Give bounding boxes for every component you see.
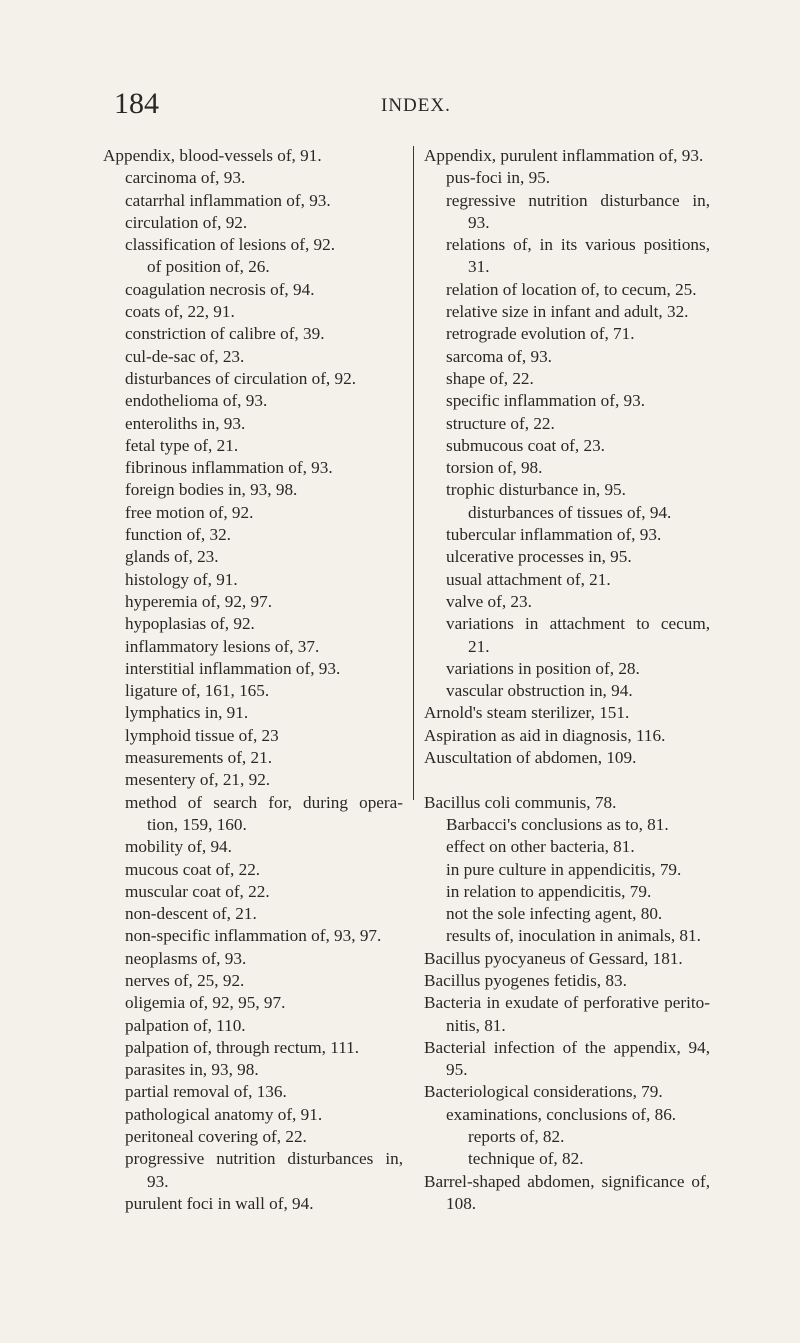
- index-subentry: variations in attachment to cecum,: [446, 614, 710, 634]
- index-subentry: endothelioma of, 93.: [125, 391, 268, 411]
- index-subentry: catarrhal inflammation of, 93.: [125, 190, 331, 210]
- index-subentry: pus-foci in, 95.: [446, 168, 551, 188]
- index-subentry: mesentery of, 21, 92.: [125, 770, 271, 790]
- index-subentry: not the sole infecting agent, 80.: [446, 904, 663, 924]
- index-entry: Bacteriological considerations, 79.: [424, 1082, 663, 1102]
- index-subentry: nitis, 81.: [446, 1015, 506, 1035]
- index-subentry: pathological anatomy of, 91.: [125, 1104, 323, 1124]
- index-subentry: palpation of, 110.: [125, 1015, 246, 1035]
- index-subentry: examinations, conclusions of, 86.: [446, 1104, 677, 1124]
- index-subentry: enteroliths in, 93.: [125, 413, 246, 433]
- index-entry: Bacillus pyogenes fetidis, 83.: [424, 970, 627, 990]
- index-subentry: mobility of, 94.: [125, 837, 232, 857]
- index-subentry: in pure culture in appendicitis, 79.: [446, 859, 682, 879]
- index-subentry: 108.: [446, 1193, 477, 1213]
- index-subentry: structure of, 22.: [446, 413, 555, 433]
- index-subentry: non-specific inflammation of, 93, 97.: [125, 926, 382, 946]
- index-subentry: coagulation necrosis of, 94.: [125, 279, 315, 299]
- index-subentry: cul-de-sac of, 23.: [125, 346, 245, 366]
- page-number: 184: [114, 87, 159, 120]
- index-entry: Barrel-shaped abdomen, significance of,: [424, 1171, 710, 1191]
- running-title: INDEX.: [381, 95, 451, 116]
- index-entry: Bacteria in exudate of perforative perito-: [424, 993, 710, 1013]
- index-subentry: circulation of, 92.: [125, 212, 248, 232]
- index-subentry: hypoplasias of, 92.: [125, 614, 255, 634]
- index-subentry: disturbances of tissues of, 94.: [468, 502, 672, 522]
- index-subentry: sarcoma of, 93.: [446, 346, 552, 366]
- index-entry: Auscultation of abdomen, 109.: [424, 748, 637, 768]
- index-subentry: partial removal of, 136.: [125, 1082, 287, 1102]
- page-header: [0, 84, 800, 124]
- index-subentry: coats of, 22, 91.: [125, 302, 235, 322]
- index-subentry: reports of, 82.: [468, 1127, 565, 1147]
- index-subentry: interstitial inflammation of, 93.: [125, 658, 341, 678]
- index-subentry: function of, 32.: [125, 525, 231, 545]
- index-subentry: of position of, 26.: [147, 257, 270, 277]
- index-subentry: 93.: [468, 212, 490, 232]
- index-subentry: technique of, 82.: [468, 1149, 584, 1169]
- index-subentry: lymphoid tissue of, 23: [125, 725, 279, 745]
- index-subentry: variations in position of, 28.: [446, 658, 640, 678]
- index-subentry: parasites in, 93, 98.: [125, 1060, 259, 1080]
- index-subentry: measurements of, 21.: [125, 748, 273, 768]
- index-subentry: relation of location of, to cecum, 25.: [446, 279, 697, 299]
- index-subentry: oligemia of, 92, 95, 97.: [125, 993, 286, 1013]
- index-entry: Bacillus coli communis, 78.: [424, 792, 617, 812]
- index-entry: Appendix, blood-vessels of, 91.: [103, 146, 322, 165]
- index-subentry: purulent foci in wall of, 94.: [125, 1193, 314, 1213]
- index-subentry: 31.: [468, 257, 490, 277]
- index-subentry: trophic disturbance in, 95.: [446, 480, 626, 500]
- index-subentry: results of, inoculation in animals, 81.: [446, 926, 701, 946]
- index-subentry: method of search for, during opera-: [125, 792, 403, 812]
- index-subentry: Barbacci's conclusions as to, 81.: [446, 814, 669, 834]
- section-gap: [424, 769, 710, 791]
- index-subentry: fibrinous inflammation of, 93.: [125, 458, 333, 478]
- index-subentry: 95.: [446, 1060, 468, 1080]
- index-subentry: usual attachment of, 21.: [446, 569, 611, 589]
- index-subentry: carcinoma of, 93.: [125, 168, 246, 188]
- index-entry: Aspiration as aid in diagnosis, 116.: [424, 725, 666, 745]
- index-entry: Arnold's steam sterilizer, 151.: [424, 703, 630, 723]
- index-subentry: shape of, 22.: [446, 368, 534, 388]
- index-subentry: ulcerative processes in, 95.: [446, 547, 632, 567]
- index-subentry: histology of, 91.: [125, 569, 238, 589]
- index-subentry: free motion of, 92.: [125, 502, 254, 522]
- index-subentry: glands of, 23.: [125, 547, 219, 567]
- index-subentry: tion, 159, 160.: [147, 814, 247, 834]
- index-entry: Bacterial infection of the appendix, 94,: [424, 1037, 710, 1057]
- index-subentry: progressive nutrition disturbances in,: [125, 1149, 403, 1169]
- index-subentry: effect on other bacteria, 81.: [446, 837, 635, 857]
- index-subentry: relations of, in its various positions,: [446, 235, 710, 255]
- index-subentry: 93.: [147, 1171, 169, 1191]
- index-subentry: in relation to appendicitis, 79.: [446, 881, 652, 901]
- index-column-right: [424, 145, 710, 1215]
- index-subentry: hyperemia of, 92, 97.: [125, 591, 273, 611]
- index-subentry: constriction of calibre of, 39.: [125, 324, 325, 344]
- index-entry: Bacillus pyocyaneus of Gessard, 181.: [424, 948, 683, 968]
- index-subentry: muscular coat of, 22.: [125, 881, 270, 901]
- column-divider: [413, 146, 414, 800]
- index-subentry: non-descent of, 21.: [125, 904, 257, 924]
- index-subentry: vascular obstruction in, 94.: [446, 681, 633, 701]
- index-subentry: relative size in infant and adult, 32.: [446, 302, 689, 322]
- index-subentry: fetal type of, 21.: [125, 435, 239, 455]
- index-subentry: disturbances of circulation of, 92.: [125, 368, 357, 388]
- index-subentry: palpation of, through rectum, 111.: [125, 1037, 360, 1057]
- index-subentry: neoplasms of, 93.: [125, 948, 247, 968]
- index-subentry: specific inflammation of, 93.: [446, 391, 646, 411]
- index-subentry: mucous coat of, 22.: [125, 859, 261, 879]
- index-subentry: valve of, 23.: [446, 591, 532, 611]
- index-subentry: regressive nutrition disturbance in,: [446, 190, 710, 210]
- index-column-left: [103, 145, 403, 1215]
- index-subentry: foreign bodies in, 93, 98.: [125, 480, 298, 500]
- index-subentry: retrograde evolution of, 71.: [446, 324, 635, 344]
- index-subentry: submucous coat of, 23.: [446, 435, 605, 455]
- index-subentry: ligature of, 161, 165.: [125, 681, 270, 701]
- index-subentry: 21.: [468, 636, 490, 656]
- index-subentry: tubercular inflammation of, 93.: [446, 525, 662, 545]
- index-subentry: nerves of, 25, 92.: [125, 970, 245, 990]
- index-subentry: torsion of, 98.: [446, 458, 543, 478]
- index-subentry: lymphatics in, 91.: [125, 703, 249, 723]
- index-subentry: peritoneal covering of, 22.: [125, 1127, 307, 1147]
- index-subentry: inflammatory lesions of, 37.: [125, 636, 320, 656]
- index-entry: Appendix, purulent inflammation of, 93.: [424, 146, 704, 165]
- index-subentry: classification of lesions of, 92.: [125, 235, 336, 255]
